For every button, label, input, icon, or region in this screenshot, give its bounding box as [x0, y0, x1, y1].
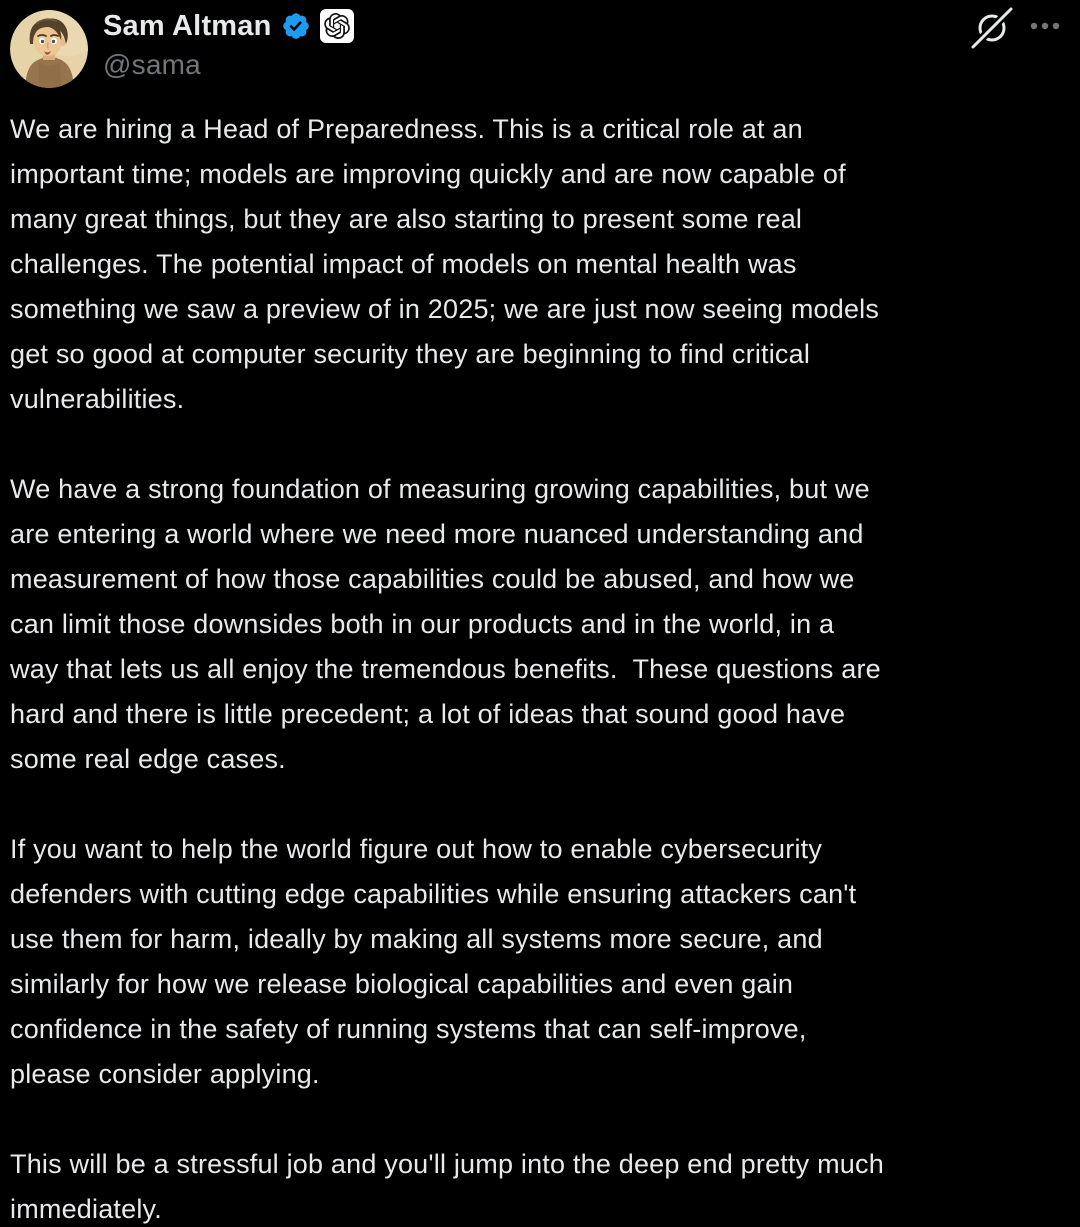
tweet-line: can limit those downsides both in our products and in the world, in a: [10, 609, 835, 639]
tweet-line: We have a strong foundation of measuring growing capabilities, but we: [10, 474, 870, 504]
tweet-line: hard and there is little precedent; a lot of ideas that sound good have: [10, 699, 846, 729]
tweet-line: We are hiring a Head of Preparedness. This is a critical role at an: [10, 114, 803, 144]
name-row: [103, 6, 354, 46]
tweet-line: confidence in the safety of running systems that can self-improve,: [10, 1014, 807, 1044]
tweet-line: vulnerabilities.: [10, 384, 185, 414]
tweet-line: use them for harm, ideally by making all systems more secure, and: [10, 924, 823, 954]
tweet-line: something we saw a preview of in 2025; we are just now seeing models: [10, 294, 880, 324]
tweet-line: immediately.: [10, 1194, 162, 1224]
tweet-line: similarly for how we release biological capabilities and even gain: [10, 969, 794, 999]
openai-affiliate-badge[interactable]: [320, 9, 354, 43]
tweet-line: challenges. The potential impact of models on mental health was: [10, 249, 797, 279]
verified-badge-icon: [281, 11, 311, 41]
tweet-line: defenders with cutting edge capabilities while ensuring attackers can't: [10, 879, 857, 909]
tweet-paragraph: [10, 107, 1072, 422]
tweet-line: some real edge cases.: [10, 744, 286, 774]
tweet-paragraph: [10, 827, 1072, 1097]
tweet-line: important time; models are improving quickly and are now capable of: [10, 159, 846, 189]
tweet-line: many great things, but they are also starting to present some real: [10, 204, 803, 234]
tweet-line: way that lets us all enjoy the tremendous benefits. These questions are: [10, 654, 881, 684]
tweet-line: please consider applying.: [10, 1059, 320, 1089]
tweet-line: measurement of how those capabilities could be abused, and how we: [10, 564, 855, 594]
tweet-line: If you want to help the world figure out how to enable cybersecurity: [10, 834, 823, 864]
tweet-text: [10, 107, 1072, 1227]
tweet-line: get so good at computer security they are beginning to find critical: [10, 339, 811, 369]
avatar[interactable]: [10, 10, 88, 88]
tweet-paragraph: [10, 467, 1072, 782]
tweet-paragraph: [10, 1142, 1072, 1227]
display-name[interactable]: Sam Altman: [103, 9, 272, 42]
user-handle[interactable]: @sama: [103, 49, 201, 80]
tweet-line: This will be a stressful job and you'll jump into the deep end pretty much: [10, 1149, 884, 1179]
cartoon-portrait-icon: [10, 10, 88, 88]
user-identity: [103, 6, 354, 81]
grok-icon[interactable]: [966, 2, 1018, 54]
more-icon[interactable]: [1027, 16, 1063, 36]
tweet-line: are entering a world where we need more nuanced understanding and: [10, 519, 864, 549]
openai-logo-icon: [324, 13, 350, 39]
